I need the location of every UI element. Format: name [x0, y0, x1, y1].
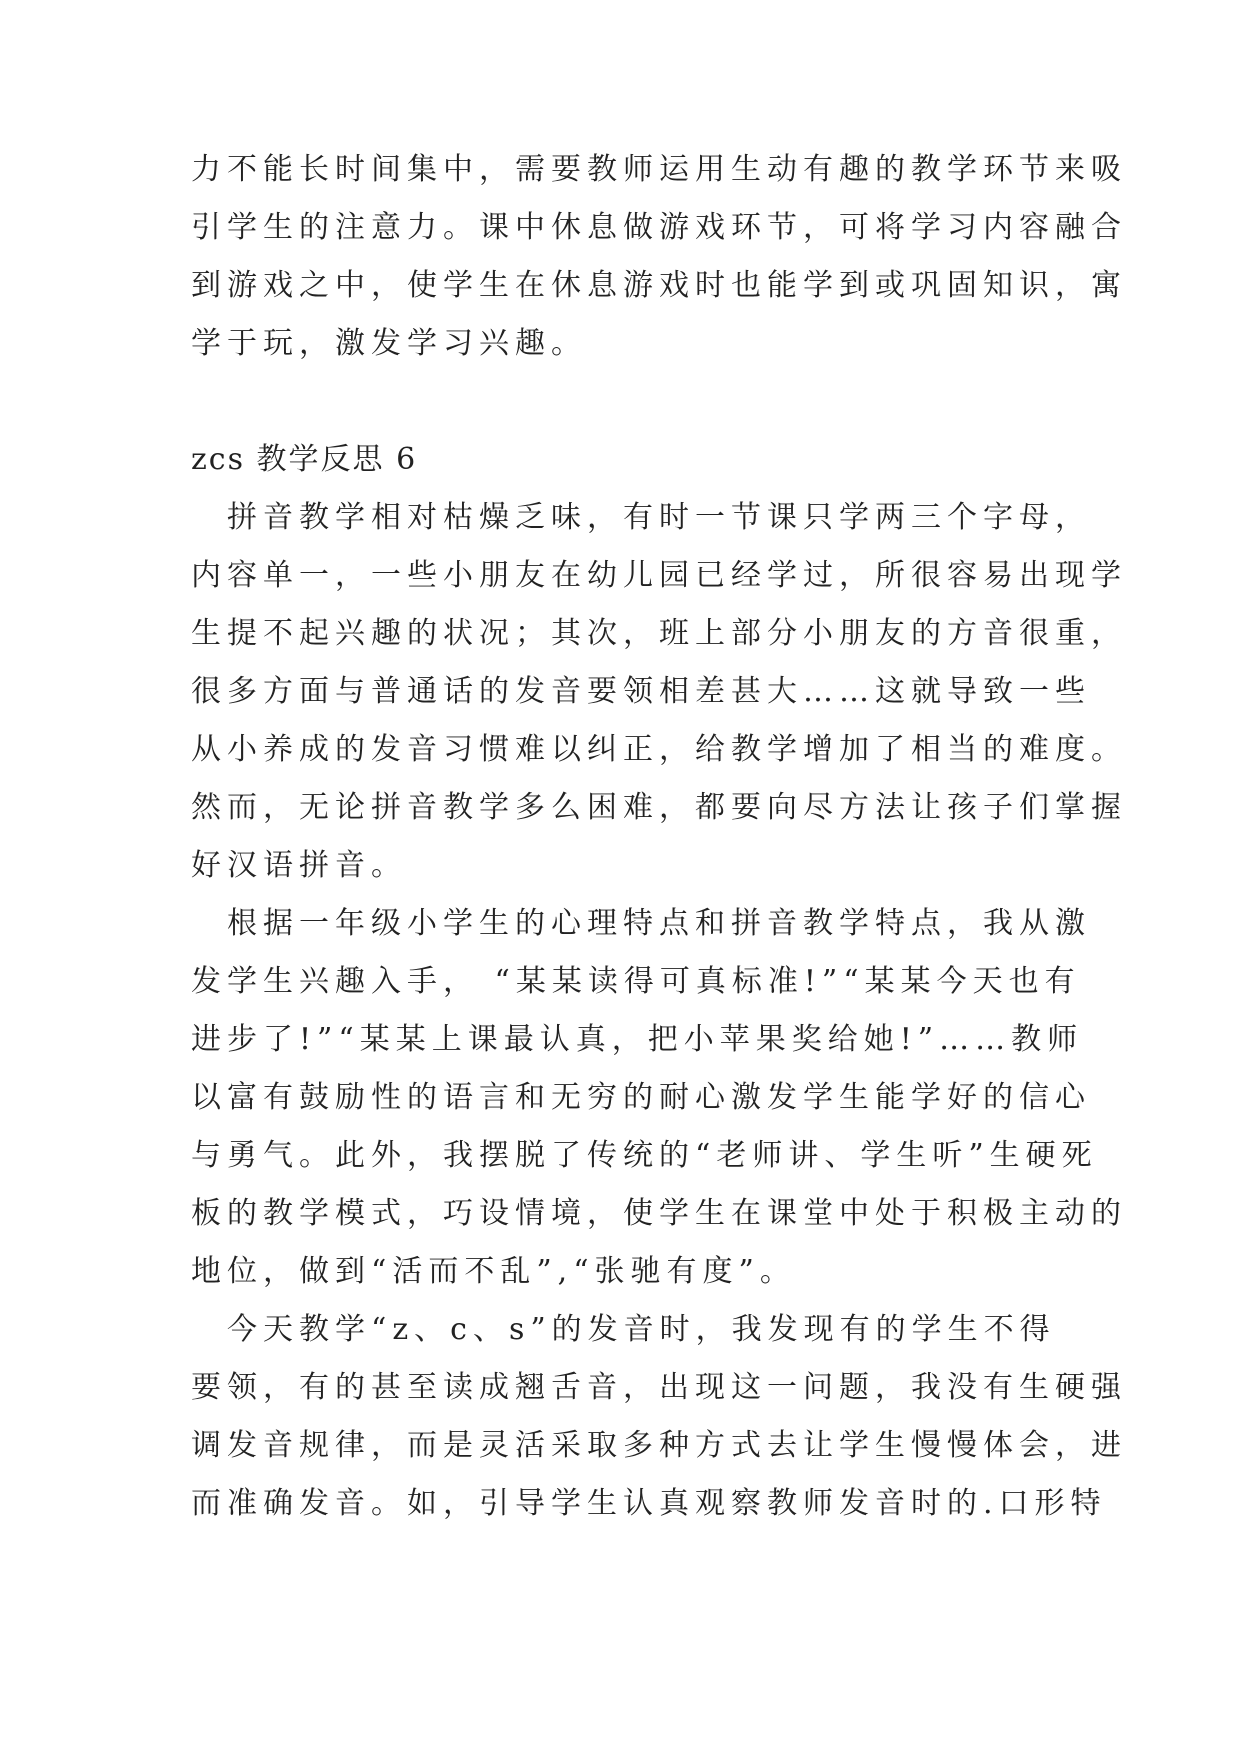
para2-line-3: 进步了!”“某某上课最认真，把小苹果奖给她!”……教师 [191, 1022, 1084, 1057]
intro-line-2: 引学生的注意力。课中休息做游戏环节，可将学习内容融合 [191, 210, 1127, 245]
para2-line-7: 地位，做到“活而不乱”,“张驰有度”。 [191, 1254, 796, 1289]
para2-line-6: 板的教学模式，巧设情境，使学生在课堂中处于积极主动的 [191, 1196, 1127, 1231]
para2-line-5: 与勇气。此外，我摆脱了传统的“老师讲、学生听”生硬死 [191, 1138, 1098, 1173]
para2-line-4: 以富有鼓励性的语言和无穷的耐心激发学生能学好的信心 [191, 1080, 1091, 1115]
para2-line-2: 发学生兴趣入手， “某某读得可真标准!”“某某今天也有 [191, 964, 1081, 999]
para1-line-2: 内容单一，一些小朋友在幼儿园已经学过，所很容易出现学 [191, 558, 1127, 593]
intro-line-1: 力不能长时间集中，需要教师运用生动有趣的教学环节来吸 [191, 152, 1127, 187]
intro-line-4: 学于玩，激发学习兴趣。 [191, 326, 587, 361]
para3-line-1: 今天教学“z、c、s”的发音时，我发现有的学生不得 [191, 1312, 1056, 1347]
para1-line-4: 很多方面与普通话的发音要领相差甚大……这就导致一些 [191, 674, 1091, 709]
para3-line-4: 而准确发音。如，引导学生认真观察教师发音时的.口形特 [191, 1486, 1107, 1521]
para3-line-3: 调发音规律，而是灵活采取多种方式去让学生慢慢体会，进 [191, 1428, 1127, 1463]
para1-line-7: 好汉语拼音。 [191, 848, 407, 883]
para2-line-1: 根据一年级小学生的心理特点和拼音教学特点，我从激 [191, 906, 1091, 941]
para1-line-3: 生提不起兴趣的状况；其次，班上部分小朋友的方音很重， [191, 616, 1127, 651]
intro-line-3: 到游戏之中，使学生在休息游戏时也能学到或巩固知识，寓 [191, 268, 1127, 303]
section-title: zcs 教学反思 6 [191, 442, 418, 477]
para1-line-5: 从小养成的发音习惯难以纠正，给教学增加了相当的难度。 [191, 732, 1127, 767]
para3-line-2: 要领，有的甚至读成翘舌音，出现这一问题，我没有生硬强 [191, 1370, 1127, 1405]
para1-line-6: 然而，无论拼音教学多么困难，都要向尽方法让孩子们掌握 [191, 790, 1127, 825]
para1-line-1: 拼音教学相对枯燥乏味，有时一节课只学两三个字母， [191, 500, 1091, 535]
